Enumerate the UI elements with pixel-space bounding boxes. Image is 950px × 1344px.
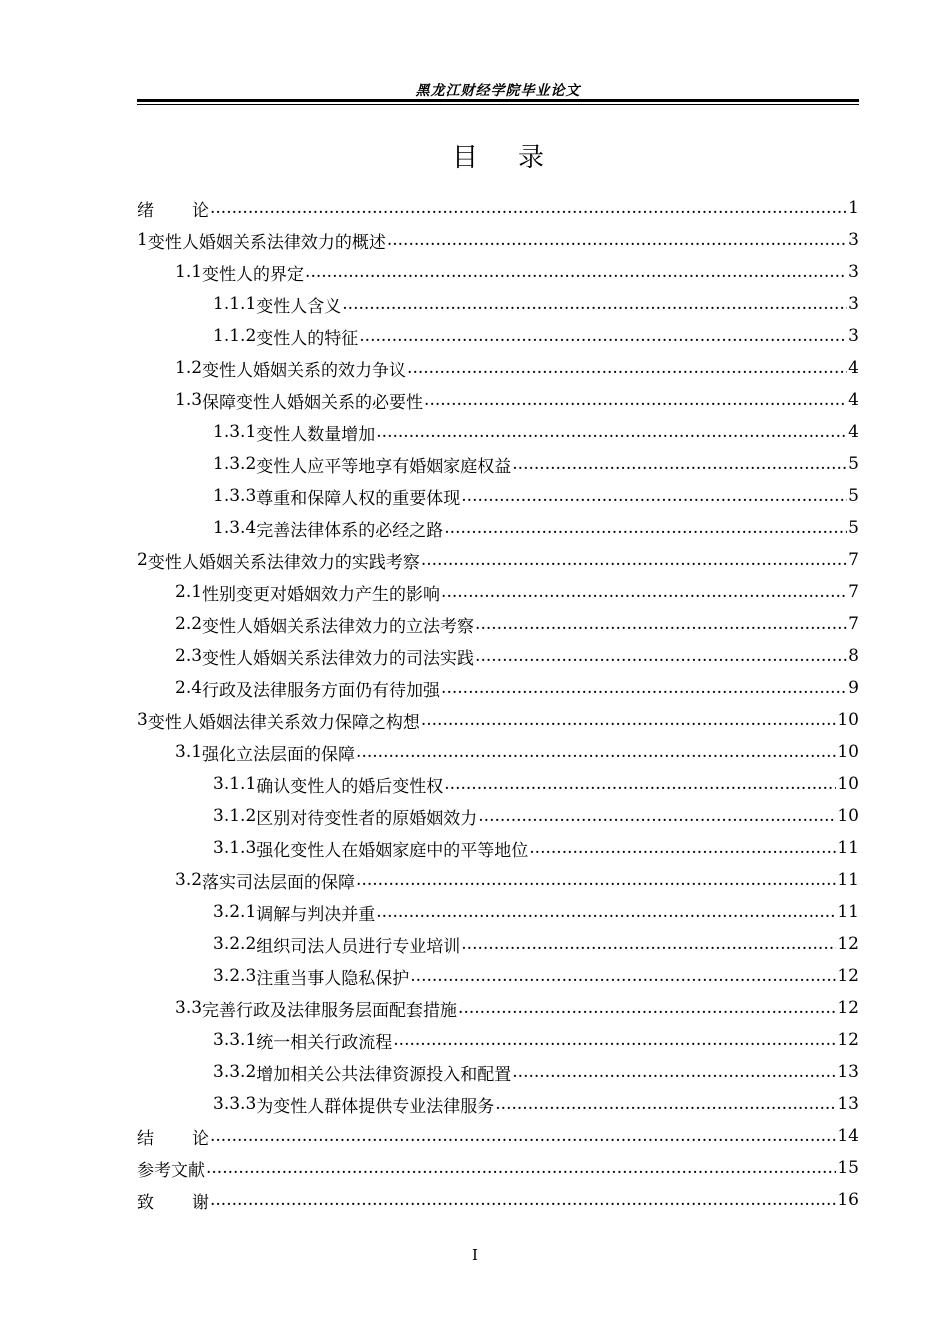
toc-entry-number: 2.4 bbox=[175, 678, 203, 698]
dot-leader bbox=[410, 966, 836, 986]
dot-leader bbox=[376, 422, 847, 442]
dot-leader bbox=[444, 774, 836, 794]
toc-entry-number: 1.3.2 bbox=[213, 454, 257, 474]
toc-entry-number: 2 bbox=[137, 550, 148, 570]
toc-entry-label: 参考文献 bbox=[137, 1160, 205, 1181]
toc-entry-label: 致谢 bbox=[137, 1192, 247, 1213]
toc-entry[interactable] bbox=[137, 320, 859, 352]
toc-entry-label: 性别变更对婚姻效力产生的影响 bbox=[202, 584, 441, 605]
toc-entry-page: 4 bbox=[848, 390, 859, 410]
header-rule-thin bbox=[137, 104, 859, 105]
toc-entry-label: 行政及法律服务方面仍有待加强 bbox=[202, 680, 441, 701]
toc-entry-number: 3.2.1 bbox=[213, 902, 257, 922]
toc-entry-page: 15 bbox=[837, 1158, 859, 1178]
toc-entry-number: 2.1 bbox=[175, 582, 203, 602]
toc-entry-page: 11 bbox=[837, 902, 859, 922]
dot-leader bbox=[206, 1158, 836, 1178]
dot-leader bbox=[424, 390, 847, 410]
toc-entry-page: 7 bbox=[848, 582, 859, 602]
toc-entry[interactable] bbox=[137, 992, 859, 1024]
dot-leader bbox=[210, 1190, 836, 1210]
toc-entry-page: 7 bbox=[848, 550, 859, 570]
toc-entry-number: 3.3 bbox=[175, 998, 203, 1018]
toc-entry-page: 12 bbox=[837, 1030, 859, 1050]
table-of-contents bbox=[137, 192, 859, 1216]
toc-entry[interactable] bbox=[137, 608, 859, 640]
toc-entry-number: 3.1 bbox=[175, 742, 203, 762]
toc-entry-number: 3.3.1 bbox=[213, 1030, 257, 1050]
toc-entry-number: 2.2 bbox=[175, 614, 203, 634]
dot-leader bbox=[356, 742, 836, 762]
toc-entry-number: 1.3.1 bbox=[213, 422, 257, 442]
toc-entry-label: 变性人婚姻关系的效力争议 bbox=[202, 360, 407, 381]
toc-entry-page: 1 bbox=[848, 198, 859, 218]
toc-entry-number: 2.3 bbox=[175, 646, 203, 666]
toc-entry-page: 3 bbox=[848, 262, 859, 282]
toc-entry-label: 绪论 bbox=[137, 200, 247, 221]
toc-entry[interactable] bbox=[137, 832, 859, 864]
dot-leader bbox=[359, 326, 847, 346]
running-header: 黑龙江财经学院毕业论文 bbox=[415, 83, 581, 99]
toc-entry-number: 3.2 bbox=[175, 870, 203, 890]
dot-leader bbox=[461, 934, 836, 954]
dot-leader bbox=[210, 1126, 836, 1146]
dot-leader bbox=[458, 998, 836, 1018]
toc-entry-label: 变性人的特征 bbox=[256, 328, 359, 349]
header-rule-thick bbox=[137, 99, 859, 102]
dot-leader bbox=[305, 262, 847, 282]
toc-entry-number: 1.1.1 bbox=[213, 294, 257, 314]
toc-entry-label: 变性人婚姻关系法律效力的概述 bbox=[147, 232, 386, 253]
toc-entry-page: 13 bbox=[837, 1062, 859, 1082]
toc-entry[interactable] bbox=[137, 1152, 859, 1184]
toc-entry-number: 3.2.2 bbox=[213, 934, 257, 954]
toc-entry-label: 结论 bbox=[137, 1128, 247, 1149]
toc-entry-number: 3.2.3 bbox=[213, 966, 257, 986]
toc-entry[interactable] bbox=[137, 448, 859, 480]
toc-entry[interactable] bbox=[137, 736, 859, 768]
dot-leader bbox=[356, 870, 836, 890]
toc-entry-number: 1.3.4 bbox=[213, 518, 257, 538]
dot-leader bbox=[478, 806, 836, 826]
toc-entry-number: 1.3.3 bbox=[213, 486, 257, 506]
toc-entry-label: 变性人婚姻关系法律效力的立法考察 bbox=[202, 616, 475, 637]
toc-entry[interactable] bbox=[137, 640, 859, 672]
toc-entry[interactable] bbox=[137, 384, 859, 416]
toc-entry-page: 3 bbox=[848, 326, 859, 346]
toc-entry[interactable] bbox=[137, 672, 859, 704]
toc-entry-number: 3.1.1 bbox=[213, 774, 257, 794]
toc-entry[interactable] bbox=[137, 1120, 859, 1152]
dot-leader bbox=[393, 1030, 836, 1050]
toc-entry-number: 1.1 bbox=[175, 262, 203, 282]
toc-entry-page: 10 bbox=[837, 774, 859, 794]
toc-entry-number: 3.1.2 bbox=[213, 806, 257, 826]
toc-entry-label: 变性人婚姻关系法律效力的实践考察 bbox=[147, 552, 420, 573]
toc-entry-number: 3 bbox=[137, 710, 148, 730]
toc-entry[interactable] bbox=[137, 512, 859, 544]
toc-entry-page: 13 bbox=[837, 1094, 859, 1114]
toc-title: 目录 bbox=[451, 143, 584, 173]
toc-entry-label: 调解与判决并重 bbox=[256, 904, 376, 925]
toc-entry[interactable] bbox=[137, 480, 859, 512]
toc-entry[interactable] bbox=[137, 576, 859, 608]
dot-leader bbox=[421, 710, 837, 730]
toc-entry[interactable] bbox=[137, 704, 859, 736]
toc-entry-number: 1.2 bbox=[175, 358, 203, 378]
dot-leader bbox=[407, 358, 847, 378]
toc-entry-label: 注重当事人隐私保护 bbox=[256, 968, 410, 989]
toc-entry-number: 3.3.2 bbox=[213, 1062, 257, 1082]
page-number: I bbox=[472, 1246, 478, 1264]
toc-entry[interactable] bbox=[137, 864, 859, 896]
toc-entry[interactable] bbox=[137, 256, 859, 288]
toc-entry-page: 5 bbox=[848, 518, 859, 538]
toc-entry[interactable] bbox=[137, 1088, 859, 1120]
toc-entry-label: 区别对待变性者的原婚姻效力 bbox=[256, 808, 478, 829]
toc-entry[interactable] bbox=[137, 896, 859, 928]
toc-entry-number: 3.3.3 bbox=[213, 1094, 257, 1114]
toc-entry-page: 7 bbox=[848, 614, 859, 634]
toc-entry[interactable] bbox=[137, 1056, 859, 1088]
dot-leader bbox=[512, 454, 847, 474]
toc-entry-label: 完善法律体系的必经之路 bbox=[256, 520, 444, 541]
toc-entry-label: 确认变性人的婚后变性权 bbox=[256, 776, 444, 797]
toc-entry-page: 12 bbox=[837, 966, 859, 986]
toc-entry[interactable] bbox=[137, 1184, 859, 1216]
dot-leader bbox=[441, 678, 847, 698]
toc-entry-number: 3.1.3 bbox=[213, 838, 257, 858]
toc-entry-label: 尊重和保障人权的重要体现 bbox=[256, 488, 461, 509]
toc-entry-page: 3 bbox=[848, 230, 859, 250]
toc-entry-number: 1 bbox=[137, 230, 148, 250]
toc-entry-label: 变性人数量增加 bbox=[256, 424, 376, 445]
dot-leader bbox=[512, 1062, 836, 1082]
toc-entry-label: 增加相关公共法律资源投入和配置 bbox=[256, 1064, 512, 1085]
dot-leader bbox=[444, 518, 847, 538]
toc-entry-number: 1.1.2 bbox=[213, 326, 257, 346]
toc-entry-label: 强化立法层面的保障 bbox=[202, 744, 356, 765]
toc-entry-label: 为变性人群体提供专业法律服务 bbox=[256, 1096, 495, 1117]
toc-entry[interactable] bbox=[137, 192, 859, 224]
toc-entry-page: 8 bbox=[848, 646, 859, 666]
toc-entry-page: 5 bbox=[848, 486, 859, 506]
toc-entry-page: 11 bbox=[837, 838, 859, 858]
toc-entry-page: 11 bbox=[837, 870, 859, 890]
dot-leader bbox=[461, 486, 847, 506]
dot-leader bbox=[529, 838, 836, 858]
dot-leader bbox=[441, 582, 847, 602]
dot-leader bbox=[387, 230, 847, 250]
toc-entry[interactable] bbox=[137, 960, 859, 992]
toc-entry[interactable] bbox=[137, 928, 859, 960]
toc-entry-label: 变性人应平等地享有婚姻家庭权益 bbox=[256, 456, 512, 477]
dot-leader bbox=[342, 294, 847, 314]
dot-leader bbox=[210, 198, 847, 218]
toc-entry-page: 3 bbox=[848, 294, 859, 314]
dot-leader bbox=[475, 646, 847, 666]
toc-entry[interactable] bbox=[137, 352, 859, 384]
toc-entry-page: 12 bbox=[837, 934, 859, 954]
toc-entry[interactable] bbox=[137, 544, 859, 576]
toc-entry-page: 10 bbox=[837, 806, 859, 826]
toc-entry-label: 组织司法人员进行专业培训 bbox=[256, 936, 461, 957]
toc-entry-label: 变性人含义 bbox=[256, 296, 342, 317]
dot-leader bbox=[495, 1094, 836, 1114]
dot-leader bbox=[376, 902, 836, 922]
dot-leader bbox=[421, 550, 847, 570]
toc-entry[interactable] bbox=[137, 224, 859, 256]
toc-entry-page: 10 bbox=[837, 742, 859, 762]
toc-entry[interactable] bbox=[137, 416, 859, 448]
toc-entry[interactable] bbox=[137, 288, 859, 320]
toc-entry-label: 强化变性人在婚姻家庭中的平等地位 bbox=[256, 840, 529, 861]
toc-entry[interactable] bbox=[137, 1024, 859, 1056]
toc-entry[interactable] bbox=[137, 768, 859, 800]
toc-entry-label: 统一相关行政流程 bbox=[256, 1032, 393, 1053]
toc-entry-label: 变性人的界定 bbox=[202, 264, 305, 285]
toc-entry-label: 保障变性人婚姻关系的必要性 bbox=[202, 392, 424, 413]
toc-entry-number: 1.3 bbox=[175, 390, 203, 410]
toc-entry-label: 变性人婚姻法律关系效力保障之构想 bbox=[147, 712, 420, 733]
toc-entry-page: 10 bbox=[837, 710, 859, 730]
toc-entry-label: 变性人婚姻关系法律效力的司法实践 bbox=[202, 648, 475, 669]
toc-entry-page: 16 bbox=[837, 1190, 859, 1210]
toc-entry-page: 4 bbox=[848, 422, 859, 442]
toc-entry-page: 14 bbox=[837, 1126, 859, 1146]
toc-entry-label: 完善行政及法律服务层面配套措施 bbox=[202, 1000, 458, 1021]
toc-entry-page: 5 bbox=[848, 454, 859, 474]
dot-leader bbox=[475, 614, 847, 634]
toc-entry-label: 落实司法层面的保障 bbox=[202, 872, 356, 893]
toc-entry-page: 9 bbox=[848, 678, 859, 698]
toc-entry-page: 4 bbox=[848, 358, 859, 378]
toc-entry-page: 12 bbox=[837, 998, 859, 1018]
toc-entry[interactable] bbox=[137, 800, 859, 832]
